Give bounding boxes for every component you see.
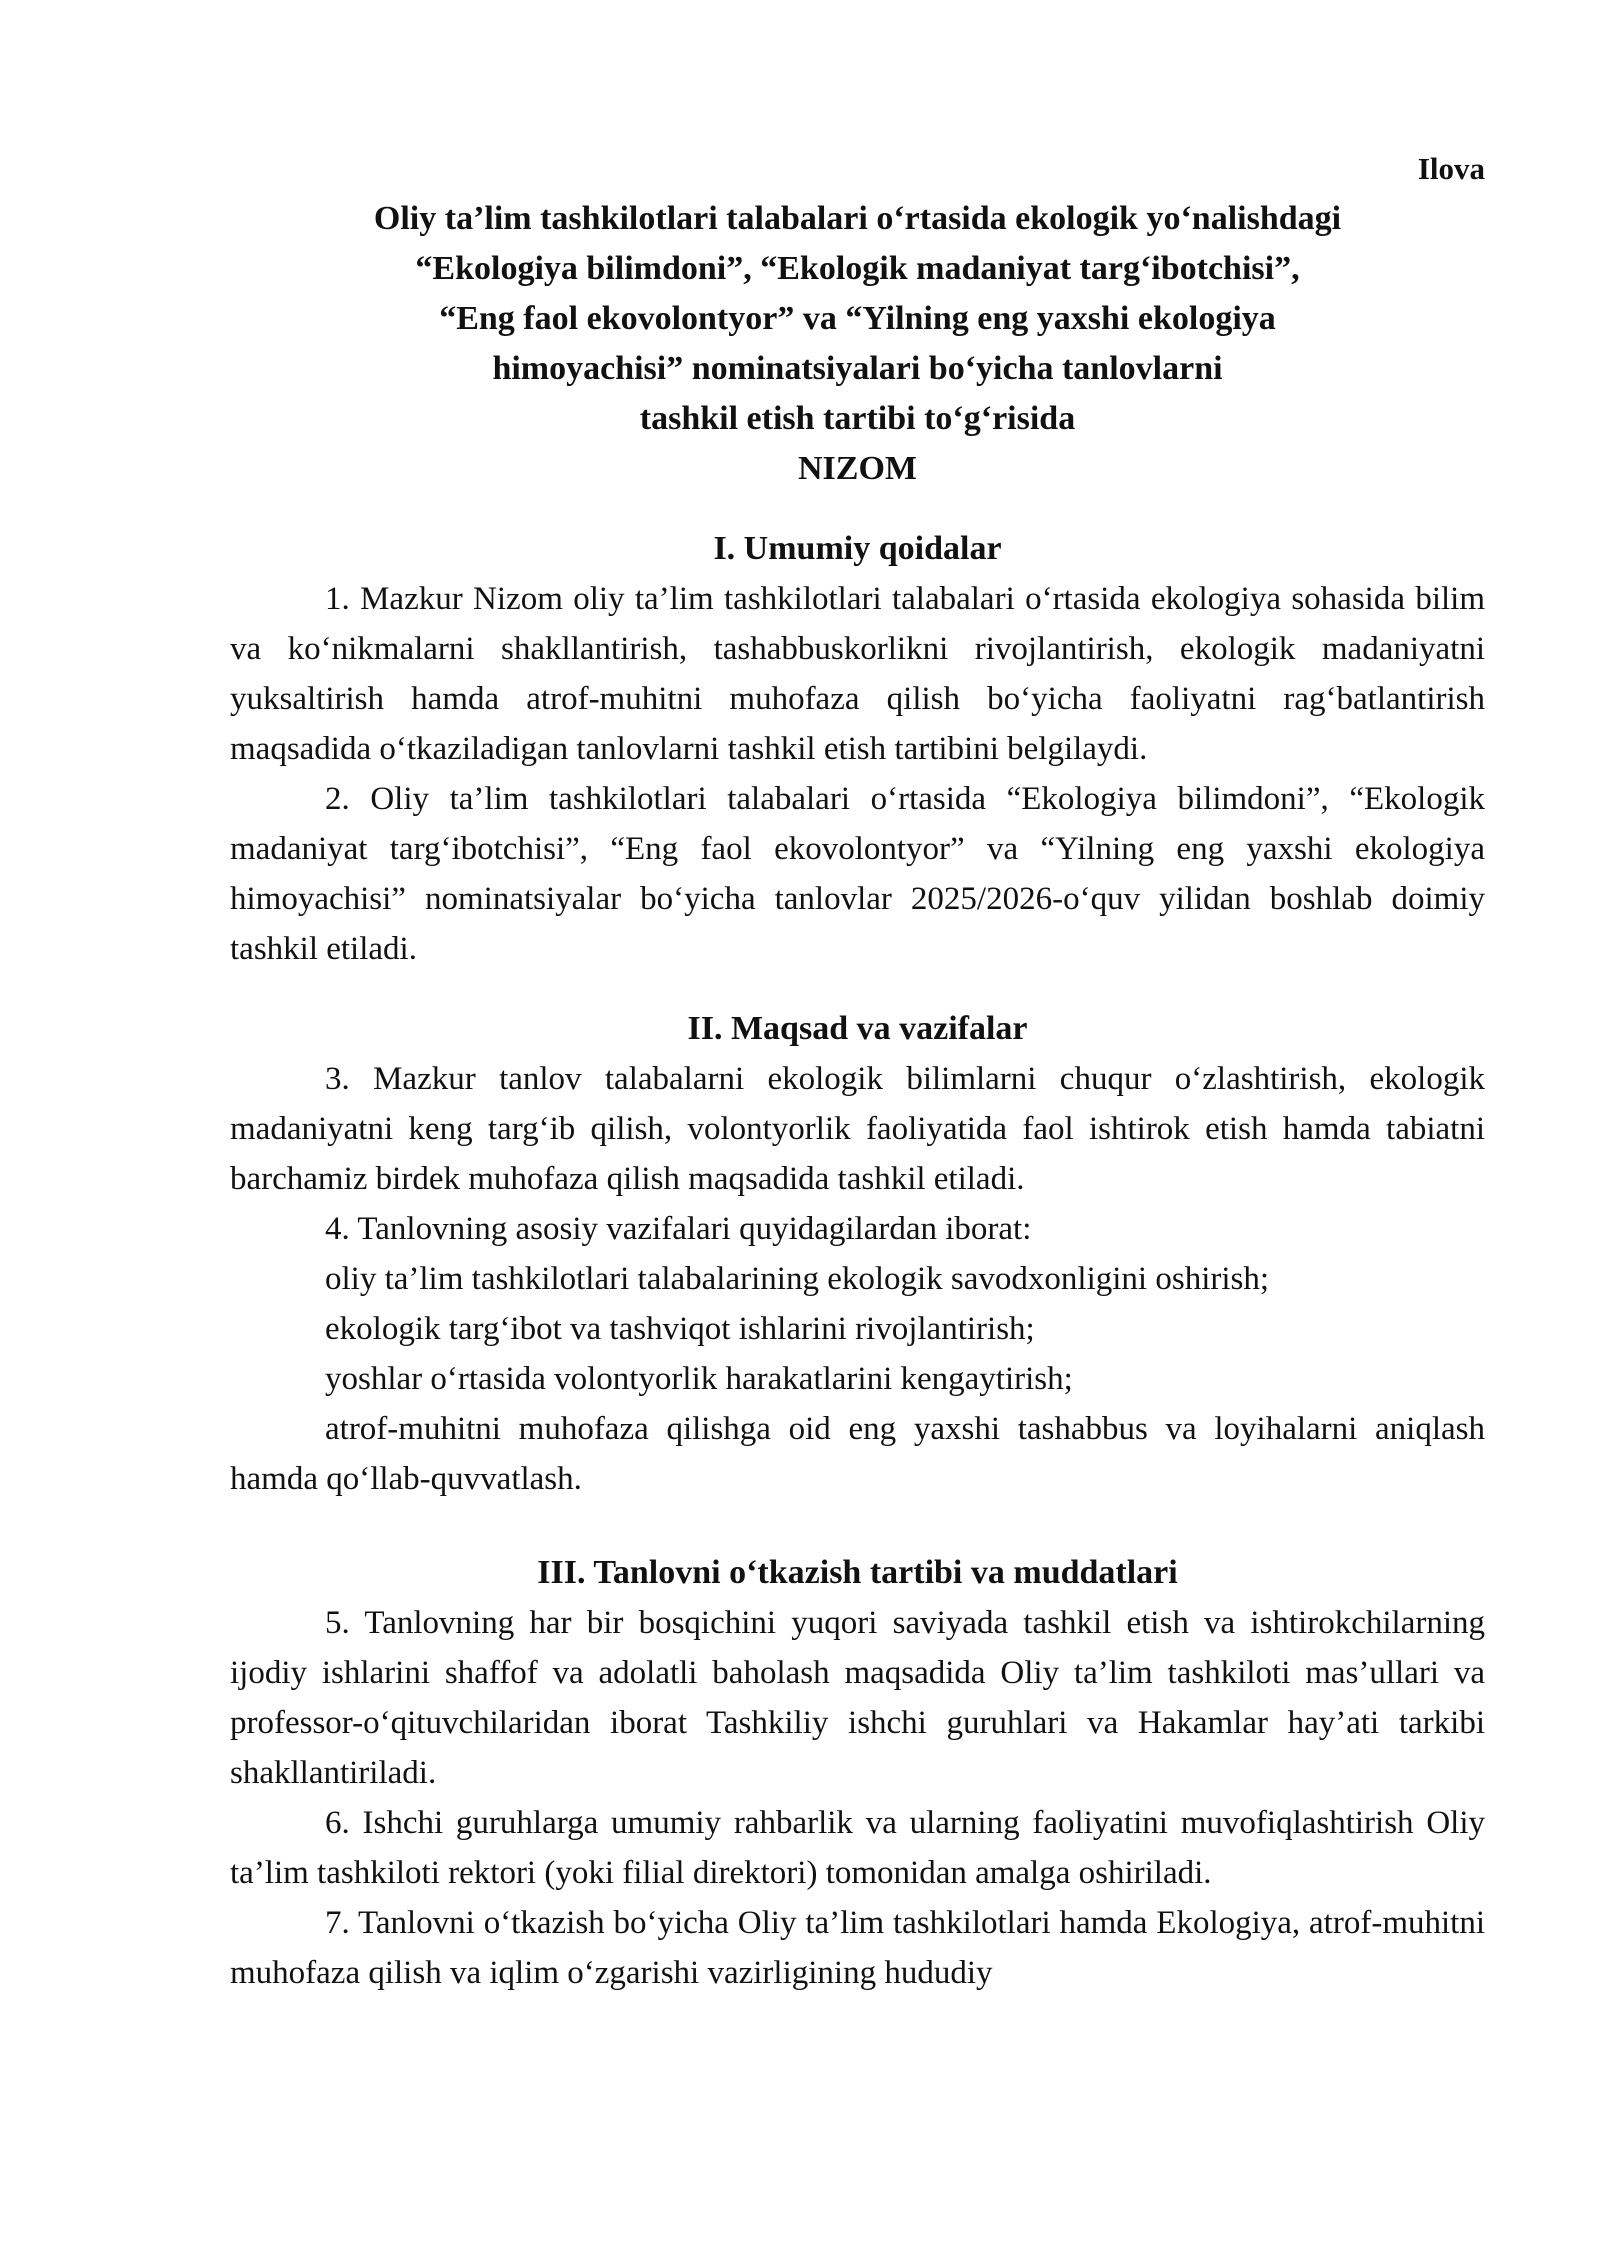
annex-label: Ilova xyxy=(1417,151,1485,186)
title-line: tashkil etish tartibi to‘g‘risida xyxy=(639,400,1076,437)
paragraph: 4. Tanlovning asosiy vazifalari quyidagilardan iborat: xyxy=(325,1211,1032,1247)
section-goals-and-tasks xyxy=(230,1004,1485,1504)
list-item: yoshlar o‘rtasida volontyorlik harakatlarini kengaytirish; xyxy=(325,1361,1073,1397)
title-line: “Ekologiya bilimdoni”, “Ekologik madaniyat targ‘ibotchisi”, xyxy=(415,250,1300,287)
title-line: himoyachisi” nominatsiyalari bo‘yicha tanlovlarni xyxy=(492,350,1223,387)
paragraph: 6. Ishchi guruhlarga umumiy rahbarlik va ularning faoliyatini muvofiqlashtirish Oliy ta’lim tashkiloti rektori (yoki filial direktori) tomonidan amalga oshiriladi. xyxy=(230,1805,1485,1891)
list-item: atrof-muhitni muhofaza qilishga oid eng yaxshi tashabbus va loyihalarni aniqlash hamda qo‘llab-quvvatlash. xyxy=(230,1411,1485,1497)
title-line: “Eng faol ekovolontyor” va “Yilning eng yaxshi ekologiya xyxy=(439,300,1276,337)
document-page xyxy=(230,150,1485,1998)
list-item: oliy ta’lim tashkilotlari talabalarining ekologik savodxonligini oshirish; xyxy=(325,1261,1270,1297)
paragraph: 2. Oliy ta’lim tashkilotlari talabalari o‘rtasida “Ekologiya bilimdoni”, “Ekologik madaniyat targ‘ibotchisi”, “Eng faol ekovolontyor” va “Yilning eng yaxshi ekologiya himoyachisi” nominatsiyalar bo‘yicha tanlovlar 2025/2026-o‘quv yilidan boshlab doimiy tashkil etiladi. xyxy=(230,781,1485,967)
section-heading: III. Tanlovni o‘tkazish tartibi va muddatlari xyxy=(537,1554,1178,1591)
section-procedure-and-deadlines xyxy=(230,1548,1485,1998)
section-general-provisions xyxy=(230,524,1485,974)
paragraph: 7. Tanlovni o‘tkazish bo‘yicha Oliy ta’lim tashkilotlari hamda Ekologiya, atrof-muhitni muhofaza qilish va iqlim o‘zgarishi vazirligining hududiy xyxy=(230,1905,1485,1991)
paragraph: 1. Mazkur Nizom oliy ta’lim tashkilotlari talabalari o‘rtasida ekologiya sohasida bilim va ko‘nikmalarni shakllantirish, tashabbuskorlikni rivojlantirish, ekologik madaniyatni yuksaltirish hamda atrof-muhitni muhofaza qilish bo‘yicha faoliyatni rag‘batlantirish maqsadida o‘tkaziladigan tanlovlarni tashkil etish tartibini belgilaydi. xyxy=(230,581,1485,767)
title-line: Oliy ta’lim tashkilotlari talabalari o‘rtasida ekologik yo‘nalishdagi xyxy=(373,200,1342,237)
list-item: ekologik targ‘ibot va tashviqot ishlarini rivojlantirish; xyxy=(325,1311,1035,1347)
document-title xyxy=(230,150,1485,494)
section-heading: I. Umumiy qoidalar xyxy=(713,530,1002,567)
section-heading: II. Maqsad va vazifalar xyxy=(687,1010,1028,1047)
paragraph: 3. Mazkur tanlov talabalarni ekologik bilimlarni chuqur o‘zlashtirish, ekologik madaniyatni keng targ‘ib qilish, volontyorlik faoliyatida faol ishtirok etish hamda tabiatni barchamiz birdek muhofaza qilish maqsadida tashkil etiladi. xyxy=(230,1061,1485,1197)
title-line: NIZOM xyxy=(798,450,917,487)
paragraph: 5. Tanlovning har bir bosqichini yuqori saviyada tashkil etish va ishtirokchilarning ijodiy ishlarini shaffof va adolatli baholash maqsadida Oliy ta’lim tashkiloti mas’ullari va professor-o‘qituvchilaridan iborat Tashkiliy ishchi guruhlari va Hakamlar hay’ati tarkibi shakllantiriladi. xyxy=(230,1605,1485,1791)
